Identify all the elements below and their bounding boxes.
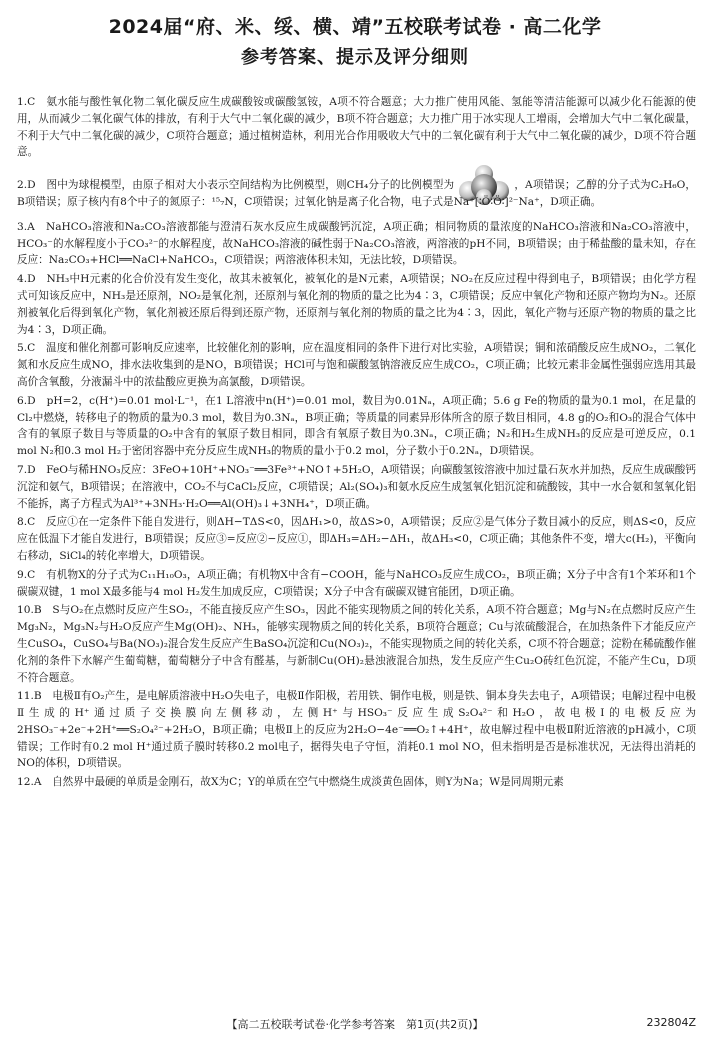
answer-item-11 bbox=[17, 688, 696, 772]
answer-text: 温度和催化剂都可影响反应速率，比较催化剂的影响，应在温度相同的条件下进行对比实验，A项错误；铜和浓硝酸反应生成NO₂，二氧化氮和水反应生成NO，排水法收集到的是NO，B项错误；HCl可与饱和碳酸氢钠溶液反应生成CO₂，C项正确；比较元素非金属性强弱应选用其最高价含氧酸，分液漏斗中的浓盐酸应更换为高氯酸，D项错误。 bbox=[17, 342, 696, 388]
answer-text: 氨水能与酸性氧化物二氧化碳反应生成碳酸铵或碳酸氢铵，A项不符合题意；大力推广使用风能、氢能等清洁能源可以减少化石能源的使用，从而减少二氧化碳气体的排放，有利于大气中二氧化碳的减少，B项不符合题意；大力推广用于冰实现人工增雨，会增加大气中二氧化碳量，不利于大气中二氧化碳的减少，C项符合题意；通过植树造林，利用光合作用吸收大气中的二氧化碳有利于大气中二氧化碳的减少，D项不符合题意。 bbox=[17, 96, 696, 159]
answer-text: NaHCO₃溶液和Na₂CO₃溶液都能与澄清石灰水反应生成碳酸钙沉淀，A项正确；相同物质的量浓度的NaHCO₃溶液和Na₂CO₃溶液中，HCO₃⁻的水解程度小于CO₃²⁻的水解程度，故NaHCO₃溶液的碱性弱于Na₂CO₃溶液，两溶液的pH不同，B项错误；由于稀盐酸的量未知，存在反应：Na₂CO₃+HCl══NaCl+NaHCO₃，C项错误；两溶液体积未知，无法比较，D项错误。 bbox=[17, 220, 697, 267]
answer-item-6 bbox=[17, 393, 696, 460]
page-title: 2024届“府、米、绥、横、靖”五校联考试卷 · 高二化学 bbox=[108, 16, 602, 38]
answer-number: 5.C bbox=[17, 342, 36, 355]
answer-text-continued: ，A项错误；乙醇的分子式为C₂H₆O，B项错误；原子核内有8个中子的氮原子：¹⁵₇N，C项错误；过氧化钠是离子化合物，电子式是Na⁺[∶Ö∶Ö∶]²⁻Na⁺，D项正确。 bbox=[17, 179, 697, 208]
answer-text: pH=2，c(H⁺)=0.01 mol·L⁻¹，在1 L溶液中n(H⁺)=0.01 mol，数目为0.01Nₐ，A项正确；5.6 g Fe的物质的量为0.1 mol，在足量的Cl₂中燃烧，转移电子的物质的量为0.3 mol，数目为0.3Nₐ，B项正确；等质量的同素异形体所含的原子数目相同，4.8 g的O₂和O₃的混合气体中含有的氧原子数目与等质量的O₂中含有的氧原子数目相同，即含有氧原子数目为0.3Nₐ，C项正确；N₂和H₂生成NH₃的反应是可逆反应，0.1 mol N₂和0.3 mol H₂于密闭容器中充分反应生成NH₃的物质的量小于0.2 mol，分子数小于0.2Nₐ，D项错误。 bbox=[17, 394, 697, 458]
answer-text: 有机物X的分子式为C₁₁H₁₀O₃，A项正确；有机物X中含有−COOH，能与NaHCO₃反应生成CO₂，B项正确；X分子中含有1个苯环和1个碳碳双键，1 mol X最多能与4 mol H₂发生加成反应，C项错误；X分子中含有碳碳双键官能团，D项正确。 bbox=[17, 568, 697, 598]
answer-item-1 bbox=[17, 94, 696, 161]
answer-item-4 bbox=[17, 271, 696, 338]
answer-item-8 bbox=[17, 514, 696, 564]
answer-number: 7.D bbox=[17, 463, 36, 476]
answer-text: 反应①在一定条件下能自发进行，则ΔH−TΔS<0，因ΔH₁>0，故ΔS>0，A项错误；反应②是气体分子数目减小的反应，则ΔS<0，反应应在低温下才能自发进行，B项错误；反应③=反应②−反应①，即ΔH₃=ΔH₂−ΔH₁，故ΔH₃<0，C项正确；其他条件不变，增大c(H₂)，平衡向右移动，SiCl₄的转化率增大，D项错误。 bbox=[17, 516, 696, 562]
answer-text: 图中为球棍模型，由原子相对大小表示空间结构为比例模型，则CH₄分子的比例模型为 bbox=[46, 179, 455, 192]
answer-text: 自然界中最硬的单质是金刚石，故X为C；Y的单质在空气中燃烧生成淡黄色固体，则Y为Na；W是同周期元素 bbox=[52, 776, 564, 789]
answer-item-12 bbox=[17, 774, 696, 791]
answer-number: 3.A bbox=[17, 220, 35, 233]
answer-number: 10.B bbox=[17, 604, 42, 617]
answer-number: 1.C bbox=[17, 96, 36, 108]
answer-number: 12.A bbox=[17, 776, 42, 789]
answer-item-3 bbox=[17, 219, 696, 269]
answer-number: 11.B bbox=[17, 690, 42, 703]
answer-text: 电极Ⅱ有O₂产生，是电解质溶液中H₂O失电子，电极Ⅱ作阳极，若用铁、铜作电极，则是铁、铜本身失去电子，A项错误；电解过程中电极Ⅱ生成的H⁺通过质子交换膜向左侧移动，左侧H⁺与HSO₃⁻反应生成S₂O₄²⁻和H₂O，故电极Ⅰ的电极反应为2HSO₃⁻+2e⁻+2H⁺══S₂O₄²⁻+2H₂O，B项正确；电极Ⅱ上的反应为2H₂O−4e⁻══O₂↑+4H⁺，故电解过程中电极Ⅱ附近溶液的pH减小，C项错误；工作时有0.2 mol H⁺通过质子膜时转移0.2 mol电子，据得失电子守恒，消耗0.1 mol NO，但未指明是否是标准状况，无法得出消耗的NO的体积，D项错误。 bbox=[17, 690, 697, 770]
answer-item-10 bbox=[17, 602, 696, 686]
answer-item-2 bbox=[17, 177, 696, 211]
answer-text: FeO与稀HNO₃反应：3FeO+10H⁺+NO₃⁻══3Fe³⁺+NO↑+5H₂O，A项错误；向碳酸氢铵溶液中加过量石灰水并加热，反应生成碳酸钙沉淀和氨气，B项错误；在溶液中，CO₂不与CaCl₂反应，C项错误；Al₂(SO₄)₃和氨水反应生成氢氧化铝沉淀和硫酸铵，其中一水合氨和氢氧化铝不能拆，离子方程式为Al³⁺+3NH₃·H₂O══Al(OH)₃↓+3NH₄⁺，D项正确。 bbox=[17, 463, 696, 510]
answer-list bbox=[17, 94, 696, 793]
answer-text: NH₃中H元素的化合价没有发生变化，故其未被氧化，被氧化的是N元素，A项错误；NO₂在反应过程中得到电子，B项错误；由化学方程式可知该反应中，NH₃是还原剂，NO₂是氧化剂，还原剂与氧化剂的物质的量之比为4∶3，C项错误；反应中氧化产物和还原产物均为N₂。还原剂被氧化后得到氧化产物，氧化剂被还原后得到还原产物，还原剂与氧化剂的物质的量之比为4∶3，因此，氧化产物与还原产物的物质的量之比为4∶3，D项正确。 bbox=[17, 273, 696, 336]
answer-number: 4.D bbox=[17, 273, 36, 286]
page-subtitle: 参考答案、提示及评分细则 bbox=[241, 47, 469, 68]
answer-number: 2.D bbox=[17, 179, 36, 192]
answer-item-9 bbox=[17, 567, 696, 601]
answer-item-7 bbox=[17, 462, 696, 512]
answer-text: S与O₂在点燃时反应产生SO₂，不能直接反应产生SO₃，因此不能实现物质之间的转化关系，A项不符合题意；Mg与N₂在点燃时反应产生Mg₃N₂，Mg₃N₂与H₂O反应产生Mg(OH)₂、NH₃，能够实现物质之间的转化关系，B项符合题意；Cu与浓硫酸混合，在加热条件下才能反应产生CuSO₄，CuSO₄与Ba(NO₃)₂混合发生反应产生BaSO₄沉淀和Cu(NO₃)₂，不能实现物质之间的转化关系，C项不符合题意；淀粉在稀硫酸作催化剂的条件下水解产生葡萄糖，葡萄糖分子中含有醛基，与新制Cu(OH)₂悬浊液混合加热，发生反应产生Cu₂O砖红色沉淀，不能产生Cu，D项不符合题意。 bbox=[17, 604, 697, 684]
answer-item-5 bbox=[17, 340, 696, 390]
page-footer: 【高二五校联考试卷·化学参考答案 第1页(共2页)】 bbox=[226, 1018, 484, 1031]
answer-number: 9.C bbox=[17, 568, 36, 581]
paper-code: 232804Z bbox=[646, 1016, 696, 1029]
answer-number: 8.C bbox=[17, 516, 36, 529]
answer-number: 6.D bbox=[17, 394, 36, 407]
